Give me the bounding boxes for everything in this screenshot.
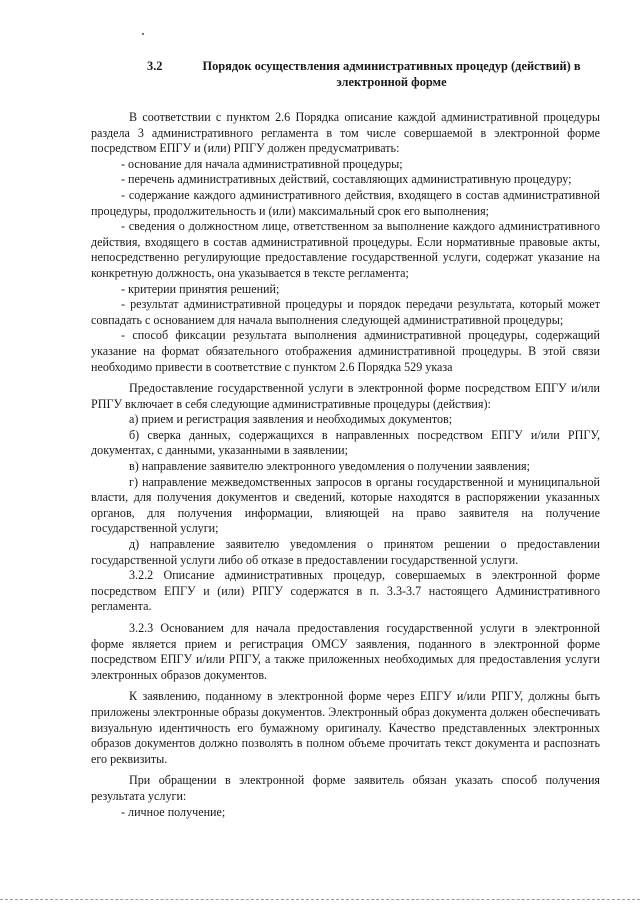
paragraph-3-2-2: 3.2.2 Описание административных процедур, совершаемых в электронной форме посредством ЕПГУ и (или) РПГУ содержатся в п. 3.3-3.7 настоящего Административного регламента.: [91, 568, 600, 614]
section-title: Порядок осуществления административных процедур (действий) в электронной форме: [202, 59, 581, 89]
paragraph: К заявлению, поданному в электронной форме через ЕПГУ и/или РПГУ, должны быть приложены электронные образы документов. Электронный образ документа должен обеспечивать визуальную идентичность его бумажному оригиналу. Качество представленных электронных образов документов должно позволять в полном объеме прочитать текст документа и распознать его реквизиты.: [91, 689, 600, 766]
list-item: - результат административной процедуры и порядок передачи результата, который может совпадать с основанием для начала выполнения следующей административной процедуры;: [91, 297, 600, 327]
document-body: [91, 110, 600, 820]
list-item: - содержание каждого административного действия, входящего в состав административной процедуры, продолжительность и (или) максимальный срок его выполнения;: [91, 187, 600, 218]
section-heading: [91, 58, 600, 90]
list-item: - сведения о должностном лице, ответственном за выполнение каждого административного действия, входящего в состав административной процедуры. Если нормативные правовые акты, непосредственно регулирующие предоставление государственной услуги, содержат указание на конкретную должность, она указывается в тексте регламента;: [91, 219, 600, 280]
paragraph: При обращении в электронной форме заявитель обязан указать способ получения результата услуги:: [91, 773, 600, 803]
list-item: - основание для начала административной процедуры;: [121, 156, 403, 171]
paragraph-3-2-3: 3.2.3 Основанием для начала предоставления государственной услуги в электронной форме является прием и регистрация ОМСУ заявления, поданного в электронной форме посредством ЕПГУ и/или РПГУ, а также приложенных необходимых для предоставления услуги электронных образов документов.: [91, 621, 600, 682]
section-number: 3.2: [147, 59, 163, 73]
list-item: в) направление заявителю электронного уведомления о получении заявления;: [129, 459, 530, 474]
list-item: д) направление заявителю уведомления о принятом решении о предоставлении государственной услуги либо об отказе в предоставлении государственной услуги.: [91, 537, 600, 567]
list-item: - перечень административных действий, составляющих административную процедуру;: [121, 172, 572, 187]
list-item: б) сверка данных, содержащихся в направленных посредством ЕПГУ и/или РПГУ, документах, с данными, указанными в заявлении;: [91, 427, 600, 458]
scan-artifact: [142, 33, 144, 35]
paragraph-intro: В соответствии с пунктом 2.6 Порядка описание каждой административной процедуры раздела 3 административного регламента в том числе совершаемой в электронной форме посредством ЕПГУ и (или) РПГУ должен предусматривать:: [91, 110, 600, 156]
list-item: а) прием и регистрация заявления и необходимых документов;: [129, 412, 453, 427]
page-edge-line: [0, 899, 640, 900]
paragraph: Предоставление государственной услуги в электронной форме посредством ЕПГУ и/или РПГУ включает в себя следующие административные процедуры (действия):: [91, 381, 600, 411]
list-item: - личное получение;: [121, 804, 226, 819]
list-item: г) направление межведомственных запросов в органы государственной и муниципальной власти, для получения документов и сведений, которые находятся в распоряжении указанных органов, для получения информации, влияющей на право заявителя на получение государственной услуги;: [91, 474, 600, 536]
list-item: - критерии принятия решений;: [121, 281, 280, 296]
list-item: - способ фиксации результата выполнения административной процедуры, содержащий указание на формат обязательного отображения административной процедуры. В этой связи необходимо привести в соответствие с пунктом 2.6 Порядка 529 указа: [91, 328, 600, 374]
